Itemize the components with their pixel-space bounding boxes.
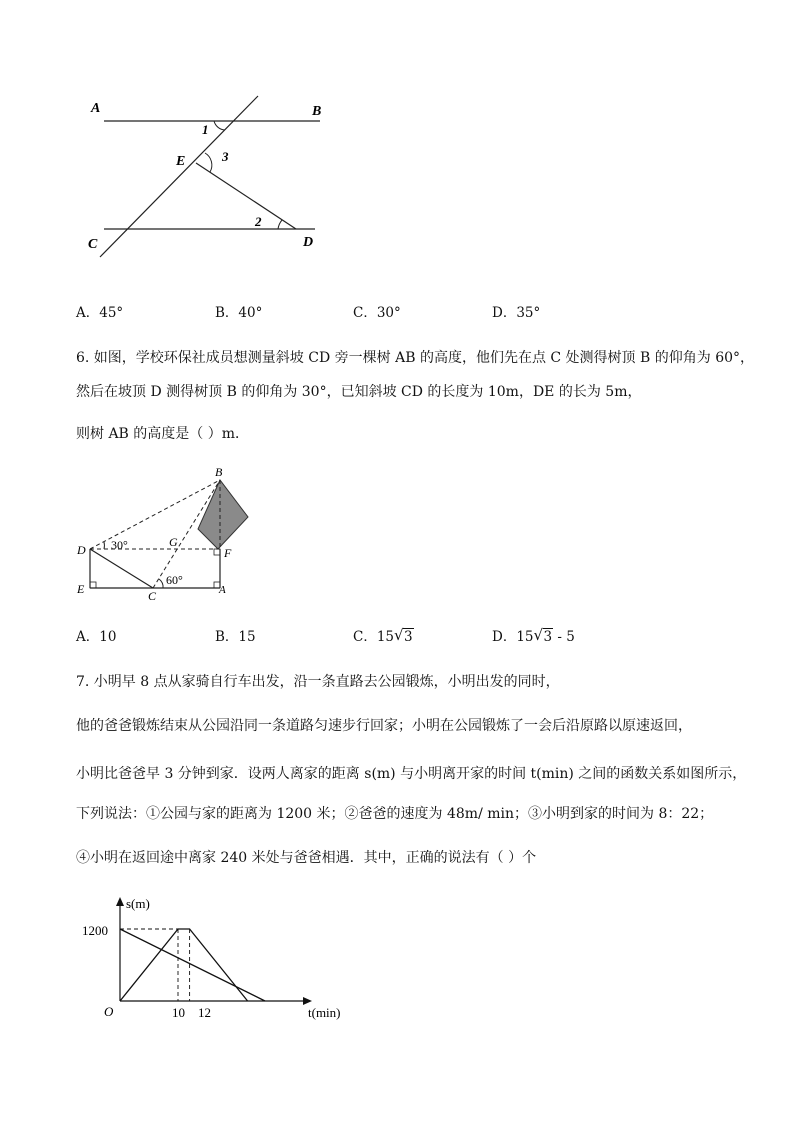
segment-DC	[90, 549, 153, 588]
q6-option-d	[492, 627, 575, 647]
label-B: B	[312, 104, 322, 119]
father-walk-line	[120, 929, 265, 1001]
label-F: F	[224, 546, 232, 560]
dashed-DB	[90, 480, 220, 549]
q6-option-c-coef: 15	[376, 629, 395, 645]
q6-option-b	[215, 627, 256, 647]
q7-graph	[70, 890, 360, 1030]
angle-2-arc	[278, 220, 282, 229]
y-axis-arrow-icon	[116, 897, 124, 906]
label-E: E	[176, 154, 186, 169]
q5-option-d-text: 35°	[516, 305, 541, 321]
q5-option-c-text: 30°	[376, 305, 401, 321]
q6-option-c-radicand: 3	[404, 629, 413, 645]
q5-option-c	[353, 303, 401, 323]
q6-figure	[70, 462, 250, 602]
label-A: A	[219, 584, 226, 596]
right-angle-E	[90, 582, 96, 588]
q6-option-c	[353, 627, 414, 647]
q6-option-d-tail: - 5	[553, 629, 575, 645]
q5-option-b-letter: B．	[215, 305, 239, 321]
y-tick-1200: 1200	[82, 923, 108, 938]
q5-figure	[80, 90, 340, 260]
transversal-line	[100, 96, 258, 257]
q5-option-d-letter: D．	[492, 305, 517, 321]
q6-option-c-letter: C．	[353, 629, 377, 645]
radical-sign-icon: √	[533, 626, 544, 644]
q6-option-b-text: 15	[238, 629, 256, 645]
angle-1-label: 1	[202, 122, 209, 137]
angle-1-arc	[214, 121, 225, 130]
label-D: D	[303, 235, 314, 250]
x-axis-label: t(min)	[308, 1005, 341, 1020]
angle-30-label: 30°	[111, 538, 128, 552]
q6-line-1: 6. 如图，学校环保社成员想测量斜坡 CD 旁一棵树 AB 的高度，他们先在点 C 处测得树顶 B 的仰角为 60°，	[76, 350, 755, 366]
label-B: B	[215, 465, 223, 479]
q5-option-c-letter: C．	[353, 305, 377, 321]
q6-option-a-letter: A．	[76, 629, 100, 645]
radical-sign-icon: √	[394, 626, 404, 644]
label-C: C	[148, 589, 157, 602]
q7-line-1: 7. 小明早 8 点从家骑自行车出发，沿一条直路去公园锻炼，小明出发的同时，	[76, 674, 560, 690]
xiaoming-trip-line	[120, 929, 248, 1001]
angle-60-arc	[159, 579, 163, 588]
q6-option-d-radicand: 3	[543, 629, 553, 645]
angle-2-label: 2	[255, 214, 262, 229]
x-tick-12: 12	[198, 1005, 211, 1020]
q6-line-3: 则树 AB 的高度是（ ）m．	[76, 426, 250, 442]
x-tick-10: 10	[172, 1005, 185, 1020]
right-angle-F	[214, 549, 220, 555]
x-axis-arrow-icon	[303, 997, 312, 1005]
label-E: E	[77, 582, 85, 596]
q6-option-a	[76, 627, 116, 647]
q6-option-d-letter: D．	[492, 629, 517, 645]
q6-option-a-text: 10	[99, 629, 117, 645]
label-G: G	[169, 535, 178, 549]
q6-line-2: 然后在坡顶 D 测得树顶 B 的仰角为 30°，已知斜坡 CD 的长度为 10m，DE 的长为 5m，	[76, 384, 642, 400]
origin-label: O	[104, 1004, 114, 1019]
q6-option-d-sqrt	[534, 627, 554, 647]
q6-option-d-coef: 15	[516, 629, 534, 645]
q6-option-b-letter: B．	[215, 629, 239, 645]
q7-line-3: 小明比爸爸早 3 分钟到家．设两人离家的距离 s(m) 与小明离开家的时间 t(min) 之间的函数关系如图所示，	[76, 766, 747, 782]
q5-option-b-text: 40°	[238, 305, 263, 321]
q7-line-4: 下列说法：①公园与家的距离为 1200 米；②爸爸的速度为 48m/ min；③小明到家的时间为 8：22；	[76, 806, 714, 822]
y-axis-label: s(m)	[126, 896, 150, 911]
q5-option-d	[492, 303, 540, 323]
angle-60-label: 60°	[166, 573, 183, 587]
label-A: A	[91, 101, 101, 116]
label-C: C	[88, 237, 98, 252]
q5-option-b	[215, 303, 262, 323]
angle-3-label: 3	[222, 149, 229, 164]
q6-option-c-sqrt	[394, 627, 414, 647]
label-D: D	[77, 543, 86, 557]
q7-line-2: 他的爸爸锻炼结束从公园沿同一条道路匀速步行回家；小明在公园锻炼了一会后沿原路以原速返回，	[76, 718, 692, 734]
q5-option-a	[76, 303, 123, 323]
q5-option-a-letter: A．	[76, 305, 100, 321]
q5-option-a-text: 45°	[99, 305, 124, 321]
q7-line-5: ④小明在返回途中离家 240 米处与爸爸相遇．其中，正确的说法有（ ）个	[76, 850, 537, 866]
segment-ED	[196, 163, 296, 229]
tree-shape	[198, 480, 248, 549]
